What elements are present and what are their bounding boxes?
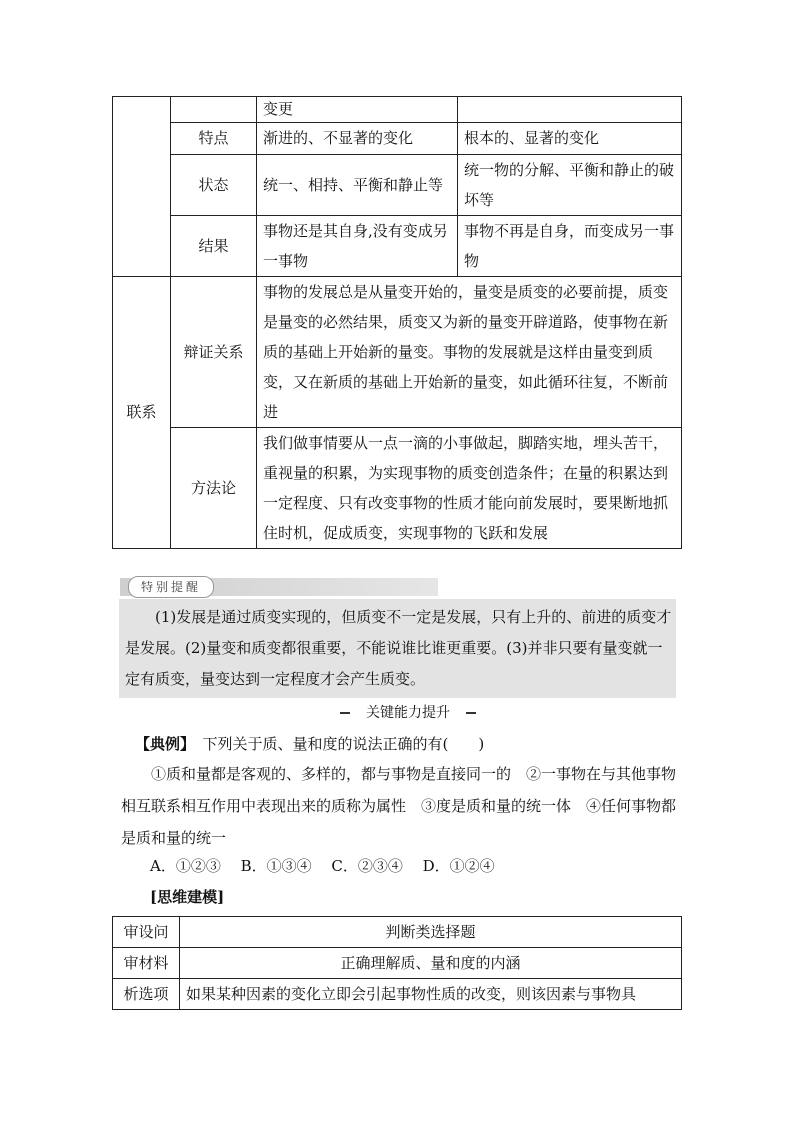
table-cell-empty [113,97,171,277]
analysis-key: 审材料 [113,948,180,979]
model-label: [思维建模] [150,888,225,906]
analysis-key: 审设问 [113,917,180,948]
table-row [113,428,682,549]
quantity-cell: 渐进的、不显著的变化 [257,123,458,155]
method-label: 方法论 [171,428,257,549]
example-options: A．①②③ B．①③④ C．②③④ D．①②④ [150,857,495,875]
section-heading [340,704,476,722]
table-row [113,917,682,948]
table-row [113,979,682,1010]
table-cell: 变更 [257,97,458,123]
quantity-cell: 统一、相持、平衡和静止等 [257,155,458,216]
analysis-table [112,916,682,1010]
row-aspect-label: 特点 [171,123,257,155]
table-row [113,948,682,979]
example-label: 【典例】 [135,735,188,753]
quality-cell: 统一物的分解、平衡和静止的破坏等 [458,155,682,216]
table-row [113,123,682,155]
note-text: (1)发展是通过质变实现的，但质变不一定是发展，只有上升的、前进的质变才是发展。(2)量变和质变都很重要，不能说谁比谁更重要。(3)并非只要有量变就一定有质变，量变达到一定程度才会产生质变。 [125,608,672,688]
table-row [113,97,682,123]
dialectic-text: 事物的发展总是从量变开始的，量变是质变的必要前提，质变是量变的必然结果，质变又为新的量变开辟道路，使事物在新质的基础上开始新的量变。事物的发展就是这样由量变到质变，又在新质的基础上开始新的量变，如此循环往复，不断前进 [257,277,682,428]
analysis-value: 判断类选择题 [180,917,682,948]
table-cell [458,97,682,123]
quality-cell: 根本的、显著的变化 [458,123,682,155]
analysis-value: 正确理解质、量和度的内涵 [180,948,682,979]
example-question [135,728,695,760]
note-tag: 特别提醒 [128,576,214,598]
example-statements: ①质和量都是客观的、多样的，都与事物是直接同一的 ②一事物在与其他事物相互联系相互作用中表现出来的质称为属性 ③度是质和量的统一体 ④任何事物都是质和量的统一 [121,765,677,847]
table-row [113,155,682,216]
row-aspect-label: 结果 [171,216,257,277]
table-row [113,216,682,277]
section-title: 关键能力提升 [350,704,466,722]
quantity-cell: 事物还是其自身,没有变成另一事物 [257,216,458,277]
method-text: 我们做事情要从一点一滴的小事做起，脚踏实地，埋头苦干，重视量的积累，为实现事物的质变创造条件；在量的积累达到一定程度、只有改变事物的性质才能向前发展时，要果断地抓住时机，促成质变，实现事物的飞跃和发展 [257,428,682,549]
row-aspect-label: 状态 [171,155,257,216]
analysis-key: 析选项 [113,979,180,1010]
analysis-value: 如果某种因素的变化立即会引起事物性质的改变，则该因素与事物具 [180,979,682,1010]
dialectic-label: 辩证关系 [171,277,257,428]
note-box [119,599,676,698]
example-question-text: 下列关于质、量和度的说法正确的有( ) [187,735,485,753]
link-label: 联系 [113,277,171,549]
table-row [113,277,682,428]
comparison-table [112,96,682,549]
table-cell-empty [171,97,257,123]
quality-cell: 事物不再是自身，而变成另一事物 [458,216,682,277]
